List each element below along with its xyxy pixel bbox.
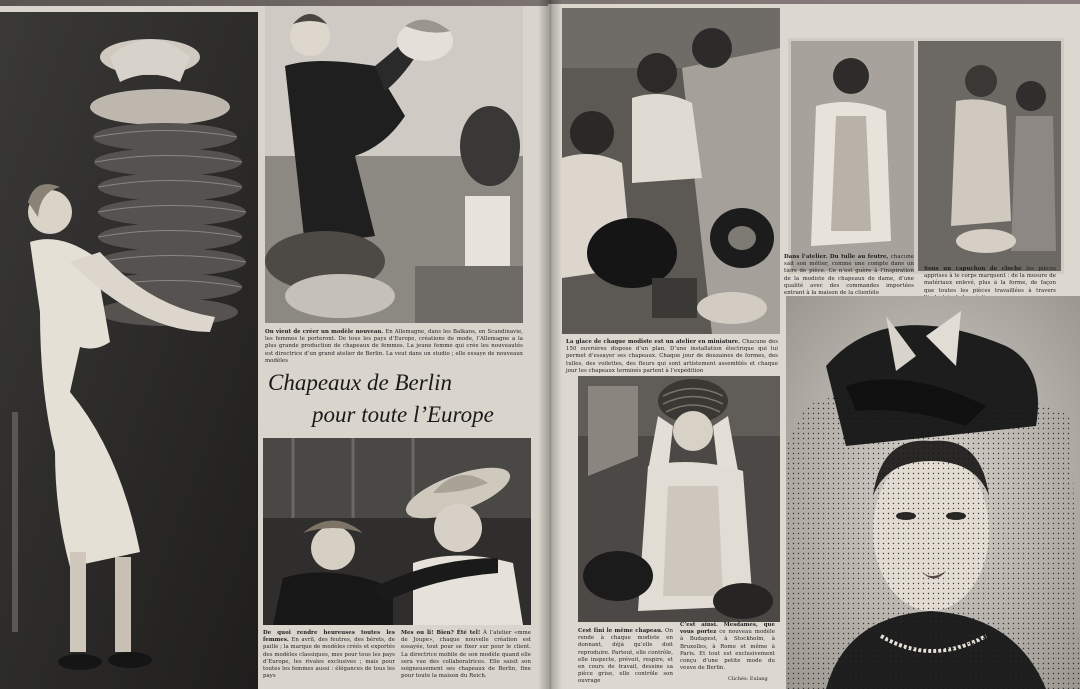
right-top-caption-body: Chacune des 150 ouvrières dispose d’un plan. D’une installation électrique qui lui permet d’essayer ses chapeaux. Chaque jour de douzaines de formes, des tulles, des voilettes, des fleurs qui sont artistement assemblés et chaque jour les chapeaux terminés partent à l’expédition (566, 339, 779, 374)
left-top-caption-lead: On vient de créer un modèle nouveau. (265, 329, 384, 335)
mid-bottom-caption-body: À l’atelier «mme de Joupe», chaque nouvelle création est essayée, tout pour se fixer sur pour le client. La directrice mobile de son modèle quand elle sera vue des collaboratrices. Elle saisit son soigneusement ses chapeaux de Berlin, fine pour toute la maison du Reich. (401, 630, 532, 680)
right-top-caption (566, 339, 778, 375)
right-small-caption-body: ce nouveau modèle à Budapest, à Stockholm, à Bruxelles, à Rome et même à Paris. Et tout est exclusivement conçu d’une petite mode du veuve de Berlin. (680, 629, 776, 672)
hat-fitting-photo (263, 438, 531, 625)
left-page (0, 6, 548, 689)
headline-line-1: Chapeaux de Berlin (268, 370, 452, 395)
right-top3-caption-lead: Sous un capuchon de cloche (924, 266, 1022, 272)
left-top-caption-body: En Allemagne, dans les Balkans, en Scandinavie, les femmes le porteront. De tous les pays d’Europe, créations de mode, l’Allemagne a la plus grande production de chapeaux de femmes. La jeune femme qui crée les nouveautés est directrice d’un grand atelier de Berlin. La veut dans un studio ; elle essaye de nouveaux modèles (265, 329, 523, 364)
left-bottom-caption-body: En avril, des feutres, des bérets, de paille ; la marque de modèles créés et exportés des modèles classiques, mes pour tous les pays d’Europe, les rivales exclusives ; mais pour toutes les femmes aussi : élégances de tous les pays (263, 637, 395, 680)
right-mid-caption-lead: Cest fini le même chapeau. (578, 628, 663, 634)
spread-gutter-shadow (538, 0, 562, 689)
mid-bottom-caption-lead: Mes ou li! Bien? Été tel! (401, 630, 481, 636)
right-top-caption-lead: La glace de chaque modiste est un atelier en miniature. (566, 339, 741, 345)
veiled-hat-portrait-photo (786, 296, 1080, 689)
right-mid-caption (578, 628, 673, 686)
woman-adjusting-hat-photo (578, 376, 780, 622)
woman-carrying-hats-photo (0, 12, 258, 689)
headline-line-2: pour toute l’Europe (312, 402, 494, 427)
left-bottom-caption (263, 630, 395, 680)
right-mid-caption-body: On rende à chaque modiste en donnant, déjà qu’elle doit reproduire. Partout, elle contrôle, elle inspecte, prévoit, respire, et en cours de travail, dessine sa pièce grise, elle contrôle son ouvrage (578, 628, 674, 685)
left-top-caption (265, 329, 523, 365)
right-small-caption-lead: C’est ainsi. Mesdames, que vous portez (680, 622, 775, 636)
photo-credit: Clichés: Eulang (728, 676, 768, 682)
right-top2-caption-body: chacune sait son métier, comme une compte dans un tiers de pièce. Ce n’est guère à l’inspiration de la modiste de chapeaux de dame, d’une qualité avec des commandes importées entrant à la maison de la clientèle (784, 254, 914, 297)
mid-bottom-caption (401, 630, 531, 680)
workers-at-table-photo (788, 38, 1064, 274)
designer-with-hat-photo (265, 6, 523, 323)
right-top2-caption-lead: Dans l’atelier. Du tulle au feutre, (784, 254, 889, 260)
milliners-workshop-photo (562, 8, 780, 334)
right-page (548, 4, 1080, 689)
right-top2-caption (784, 254, 914, 297)
left-bottom-caption-lead: De quoi rendre heureuses toutes les femmes. (263, 630, 395, 644)
right-small-caption (680, 622, 775, 672)
right-top3-caption-body: les pièces apprises à le corps marquent : de la mesure de matériaux enlevé, plus à la forme, de façon que toutes les pièces travaillées à travers (924, 266, 1057, 294)
